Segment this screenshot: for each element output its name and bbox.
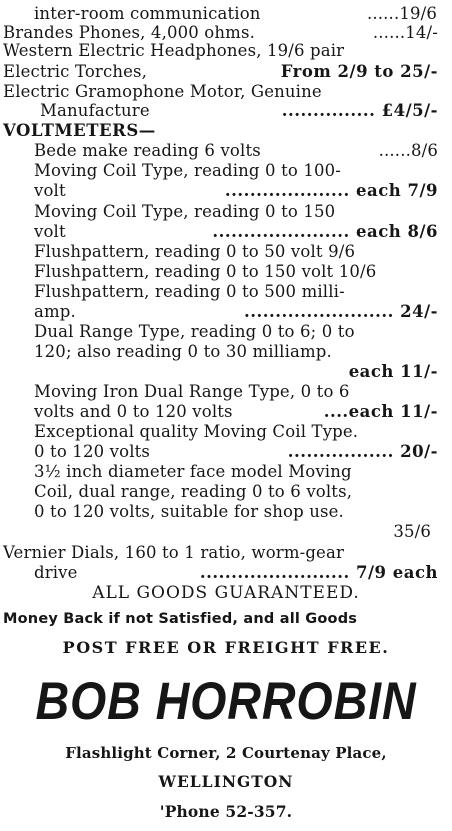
item-price: From 2/9 to 25/- — [280, 62, 438, 81]
item-moving-coil-150: Moving Coil Type, reading 0 to 150 — [34, 202, 336, 221]
item-price: ......14/- — [372, 23, 438, 42]
item-dual-range-line2: 120; also reading 0 to 30 milliamp. — [34, 342, 332, 361]
guarantee-line: ALL GOODS GUARANTEED. — [92, 583, 360, 603]
item-vernier-dials: Vernier Dials, 160 to 1 ratio, worm-gear — [3, 543, 344, 562]
item-moving-iron-price — [34, 402, 438, 422]
item-text: Bede make reading 6 volts — [34, 141, 261, 160]
item-text: volt — [34, 222, 66, 241]
item-price: ................. 20/- — [287, 442, 438, 461]
item-text: inter-room communication — [34, 4, 261, 23]
item-dual-range-price: each 11/- — [348, 362, 438, 381]
item-face-model-line3: 0 to 120 volts, suitable for shop use. — [34, 502, 344, 521]
item-torches — [3, 62, 438, 82]
money-back-line: Money Back if not Satisfied, and all Goods — [3, 611, 358, 627]
item-text: Brandes Phones, 4,000 ohms. — [3, 23, 255, 42]
item-price: .................... each 7/9 — [224, 181, 438, 200]
item-price: ......19/6 — [366, 4, 437, 23]
item-flush-500-price — [34, 302, 438, 322]
item-moving-coil-150-price — [34, 222, 438, 242]
item-text: amp. — [34, 302, 76, 321]
item-price: ........................ 7/9 each — [199, 563, 438, 582]
item-bede — [34, 141, 438, 161]
item-flush-150: Flushpattern, reading 0 to 150 volt 10/6 — [34, 262, 377, 281]
item-text: Manufacture — [40, 101, 150, 120]
item-western-electric: Western Electric Headphones, 19/6 pair — [3, 41, 345, 60]
item-exceptional: Exceptional quality Moving Coil Type. — [34, 422, 359, 441]
item-flush-50: Flushpattern, reading 0 to 50 volt 9/6 — [34, 242, 356, 261]
item-text: drive — [34, 563, 78, 582]
item-text: volt — [34, 181, 66, 200]
item-interroom — [34, 4, 437, 24]
item-moving-iron: Moving Iron Dual Range Type, 0 to 6 — [34, 382, 350, 401]
item-price: ........................ 24/- — [244, 302, 438, 321]
post-free-line: POST FREE OR FREIGHT FREE. — [62, 638, 390, 657]
item-dual-range: Dual Range Type, reading 0 to 6; 0 to — [34, 322, 355, 341]
item-manufacture — [40, 101, 438, 121]
item-moving-coil-100: Moving Coil Type, reading 0 to 100- — [34, 161, 341, 180]
item-text: volts and 0 to 120 volts — [34, 402, 233, 421]
address-line: Flashlight Corner, 2 Courtenay Place, — [65, 744, 387, 762]
item-face-model: 3½ inch diameter face model Moving — [34, 462, 352, 481]
item-text: Electric Torches, — [3, 62, 148, 81]
item-exceptional-price — [34, 442, 438, 462]
item-vernier-price — [34, 563, 438, 583]
item-price: ...................... each 8/6 — [212, 222, 438, 241]
item-flush-500: Flushpattern, reading 0 to 500 milli- — [34, 282, 345, 301]
item-moving-coil-100-price — [34, 181, 438, 201]
item-brandes-phones — [3, 23, 438, 43]
phone-line: 'Phone 52-357. — [159, 802, 293, 821]
item-face-model-price: 35/6 — [393, 522, 431, 541]
item-text: 0 to 120 volts — [34, 442, 151, 461]
section-heading-voltmeters: VOLTMETERS— — [3, 121, 156, 140]
item-price: ............... £4/5/- — [281, 101, 438, 120]
item-face-model-line2: Coil, dual range, reading 0 to 6 volts, — [34, 482, 353, 501]
item-price: ....each 11/- — [323, 402, 438, 421]
item-gramophone: Electric Gramophone Motor, Genuine — [3, 82, 322, 101]
city-line: WELLINGTON — [158, 772, 294, 791]
item-price: ......8/6 — [378, 141, 438, 160]
merchant-name: BOB HORROBIN — [35, 672, 417, 731]
